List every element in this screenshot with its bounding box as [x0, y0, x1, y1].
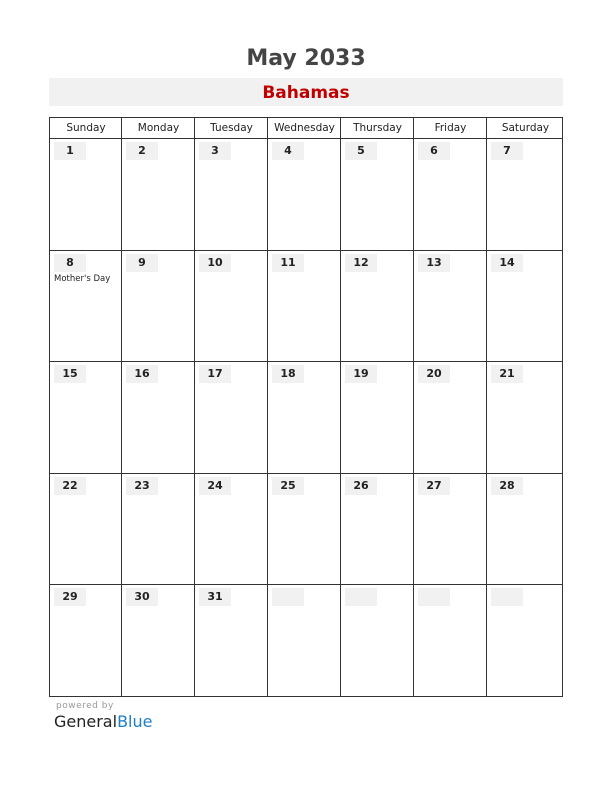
- day-number: 24: [207, 478, 223, 492]
- day-cell[interactable]: [268, 585, 340, 696]
- calendar-title: May 2033: [246, 46, 366, 71]
- day-cell[interactable]: [195, 251, 267, 362]
- day-cell[interactable]: [122, 362, 194, 473]
- day-number: 31: [207, 590, 223, 604]
- day-number: 29: [62, 590, 78, 604]
- day-cell[interactable]: [195, 474, 267, 585]
- day-cell[interactable]: [122, 139, 194, 250]
- weekday-wednesday: Wednesday: [274, 122, 335, 134]
- day-cell[interactable]: [122, 251, 194, 362]
- day-number: 2: [138, 144, 146, 157]
- day-cell[interactable]: [341, 362, 413, 473]
- weekday-saturday: Saturday: [501, 122, 550, 134]
- day-number: 30: [134, 590, 150, 604]
- day-number: 28: [499, 478, 515, 492]
- day-cell[interactable]: [414, 585, 486, 696]
- day-cell[interactable]: [341, 474, 413, 585]
- weekday-thursday: Thursday: [353, 122, 402, 134]
- day-number: 10: [207, 255, 223, 269]
- day-number: [272, 588, 304, 606]
- day-number: 7: [503, 144, 511, 157]
- day-number: 6: [430, 144, 438, 157]
- day-number: 19: [353, 367, 369, 381]
- day-number: 3: [211, 144, 219, 157]
- day-number: 26: [353, 478, 369, 492]
- day-cell[interactable]: [50, 585, 121, 696]
- day-number: 4: [284, 144, 292, 157]
- weekday-friday: Friday: [434, 122, 467, 134]
- day-cell[interactable]: [487, 585, 563, 696]
- day-cell[interactable]: [341, 585, 413, 696]
- day-number: 18: [280, 367, 296, 381]
- calendar-grid: [49, 117, 563, 697]
- day-cell[interactable]: [487, 251, 563, 362]
- day-number: 25: [280, 478, 296, 492]
- day-number: 20: [426, 367, 442, 381]
- day-number: 9: [138, 255, 146, 269]
- day-cell[interactable]: [414, 474, 486, 585]
- day-cell[interactable]: [268, 474, 340, 585]
- country-name: Bahamas: [262, 83, 350, 103]
- day-number: 13: [426, 255, 442, 269]
- day-cell[interactable]: [195, 139, 267, 250]
- day-cell[interactable]: [268, 362, 340, 473]
- day-cell[interactable]: [487, 139, 563, 250]
- day-cell[interactable]: [268, 139, 340, 250]
- day-cell[interactable]: [195, 362, 267, 473]
- day-cell[interactable]: [414, 139, 486, 250]
- day-number: 5: [357, 144, 365, 157]
- day-cell[interactable]: [122, 474, 194, 585]
- day-number: 22: [62, 478, 78, 492]
- day-cell[interactable]: [487, 474, 563, 585]
- logo-text-blue: Blue: [117, 712, 153, 731]
- day-cell[interactable]: [50, 139, 121, 250]
- day-cell[interactable]: [50, 474, 121, 585]
- day-cell[interactable]: [341, 251, 413, 362]
- day-cell[interactable]: [414, 251, 486, 362]
- day-number: 27: [426, 478, 442, 492]
- day-cell[interactable]: [414, 362, 486, 473]
- day-number: [491, 588, 523, 606]
- weekday-sunday: Sunday: [66, 122, 106, 134]
- day-number: 15: [62, 367, 78, 381]
- day-number: 16: [134, 367, 150, 381]
- day-number: 8: [66, 255, 74, 269]
- day-cell[interactable]: [122, 585, 194, 696]
- day-cell[interactable]: [50, 251, 121, 362]
- weekday-monday: Monday: [137, 122, 180, 134]
- generalblue-logo[interactable]: [54, 712, 152, 731]
- powered-by-text: powered by: [56, 701, 114, 711]
- day-cell[interactable]: [195, 585, 267, 696]
- day-cell[interactable]: [341, 139, 413, 250]
- weekday-tuesday: Tuesday: [210, 122, 253, 134]
- day-cell[interactable]: [50, 362, 121, 473]
- day-number: 1: [66, 144, 74, 157]
- day-number: 23: [134, 478, 150, 492]
- day-cell[interactable]: [268, 251, 340, 362]
- day-number: [418, 588, 450, 606]
- day-number: 12: [353, 255, 369, 269]
- holiday-label: Mother's Day: [54, 273, 111, 284]
- day-number: 11: [280, 255, 296, 269]
- logo-text-general: General: [54, 712, 118, 731]
- day-cell[interactable]: [487, 362, 563, 473]
- day-number: 17: [207, 367, 223, 381]
- day-number: 21: [499, 367, 515, 381]
- day-number: [345, 588, 377, 606]
- day-number: 14: [499, 255, 515, 269]
